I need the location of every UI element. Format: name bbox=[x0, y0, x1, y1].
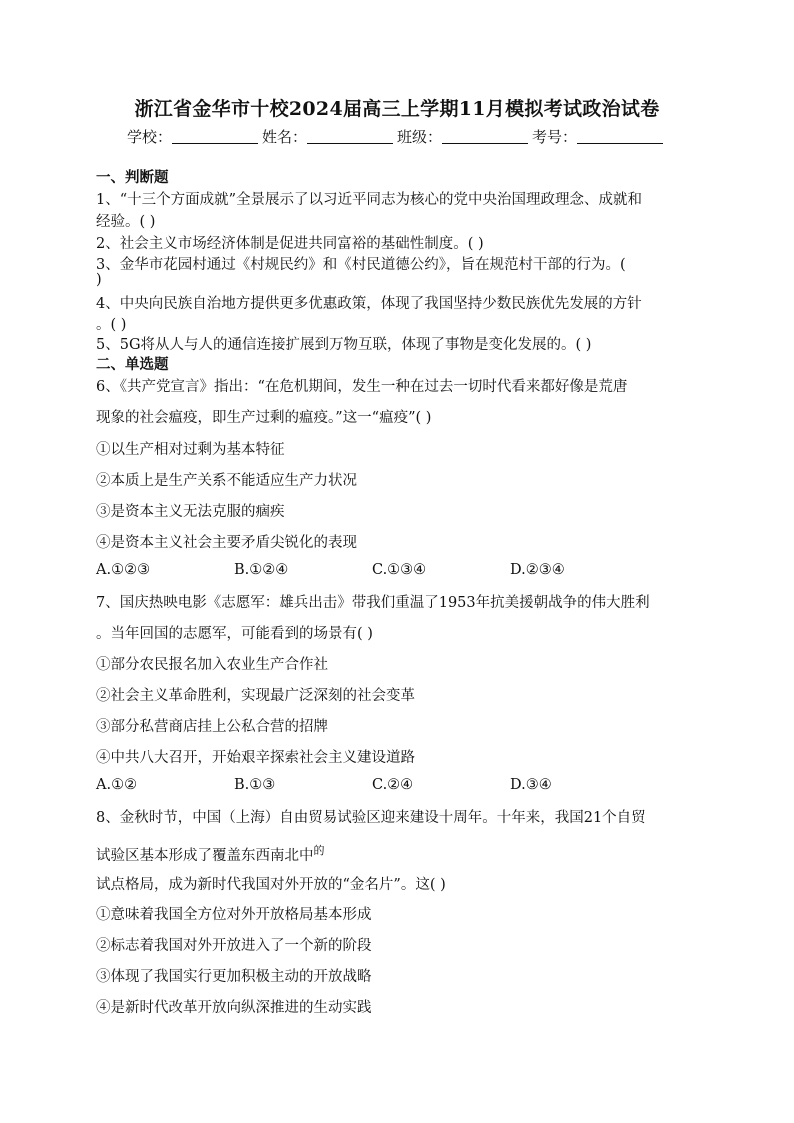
q6-option-c[interactable]: C.①③④ bbox=[372, 562, 427, 578]
q8-line-2-text: 试验区基本形成了覆盖东西南北中 bbox=[96, 848, 314, 864]
class-blank[interactable] bbox=[442, 128, 528, 144]
q6-option-a[interactable]: A.①②③ bbox=[96, 562, 151, 578]
q1-line-1: 1、“十三个方面成就”全景展示了以习近平同志为核心的党中央治国理政理念、成就和 bbox=[96, 192, 643, 208]
q7-item-3: ③部分私营商店挂上公私合营的招牌 bbox=[96, 719, 328, 735]
q8-line-1: 8、金秋时节，中国（上海）自由贸易试验区迎来建设十周年。十年来，我国21个自贸 bbox=[96, 810, 646, 826]
class-label: 班级： bbox=[397, 128, 443, 146]
q5-line: 5、5G将从人与人的通信连接扩展到万物互联，体现了事物是变化发展的。( ) bbox=[96, 337, 592, 353]
student-info-line bbox=[0, 126, 794, 147]
q1-line-2: 经验。( ) bbox=[96, 214, 156, 230]
q6-line-2: 现象的社会瘟疫，即生产过剩的瘟疫。”这一“瘟疫”( ) bbox=[96, 410, 432, 426]
q7-item-1: ①部分农民报名加入农业生产合作社 bbox=[96, 657, 328, 673]
q8-line-3: 试点格局，成为新时代我国对外开放的“金名片”。这( ) bbox=[96, 877, 446, 893]
q7-option-b[interactable]: B.①③ bbox=[234, 777, 276, 793]
school-label: 学校： bbox=[126, 128, 172, 146]
q7-item-2: ②社会主义革命胜利，实现最广泛深刻的社会变革 bbox=[96, 688, 415, 704]
q6-item-3: ③是资本主义无法克服的痼疾 bbox=[96, 504, 285, 520]
q3-line-2: ) bbox=[96, 272, 102, 288]
q6-item-4: ④是资本主义社会主要矛盾尖锐化的表现 bbox=[96, 535, 357, 551]
q3-line-1: 3、金华市花园村通过《村规民约》和《村民道德公约》，旨在规范村干部的行为。( bbox=[96, 257, 626, 273]
q7-line-2: 。当年回国的志愿军，可能看到的场景有( ) bbox=[96, 626, 373, 642]
q2-line: 2、社会主义市场经济体制是促进共同富裕的基础性制度。( ) bbox=[96, 236, 484, 252]
q8-line-2 bbox=[96, 842, 325, 865]
q7-option-c[interactable]: C.②④ bbox=[372, 777, 414, 793]
q7-option-a[interactable]: A.①② bbox=[96, 777, 138, 793]
q4-line-1: 4、中央向民族自治地方提供更多优惠政策，体现了我国坚持少数民族优先发展的方针 bbox=[96, 296, 642, 312]
q7-option-d[interactable]: D.③④ bbox=[510, 777, 552, 793]
q8-item-4: ④是新时代改革开放向纵深推进的生动实践 bbox=[96, 1000, 372, 1016]
q4-line-2: 。( ) bbox=[96, 317, 127, 333]
q8-item-1: ①意味着我国全方位对外开放格局基本形成 bbox=[96, 907, 372, 923]
q8-line-2-suffix: 的 bbox=[313, 844, 325, 857]
q7-item-4: ④中共八大召开，开始艰辛探索社会主义建设道路 bbox=[96, 750, 415, 766]
section-heading-judgment: 一、判断题 bbox=[96, 169, 169, 186]
q8-item-2: ②标志着我国对外开放进入了一个新的阶段 bbox=[96, 938, 372, 954]
name-blank[interactable] bbox=[307, 128, 393, 144]
exam-title: 浙江省金华市十校2024届高三上学期11月模拟考试政治试卷 bbox=[134, 98, 660, 120]
q7-line-1: 7、国庆热映电影《志愿军：雄兵出击》带我们重温了1953年抗美援朝战争的伟大胜利 bbox=[96, 595, 650, 611]
q6-option-d[interactable]: D.②③④ bbox=[510, 562, 565, 578]
name-label: 姓名： bbox=[261, 128, 307, 146]
exam-number-label: 考号： bbox=[532, 128, 578, 146]
school-blank[interactable] bbox=[172, 128, 258, 144]
q6-option-b[interactable]: B.①②④ bbox=[234, 562, 289, 578]
q6-item-2: ②本质上是生产关系不能适应生产力状况 bbox=[96, 473, 357, 489]
q6-item-1: ①以生产相对过剩为基本特征 bbox=[96, 442, 285, 458]
exam-number-blank[interactable] bbox=[577, 128, 663, 144]
q8-item-3: ③体现了我国实行更加积极主动的开放战略 bbox=[96, 969, 372, 985]
q6-line-1: 6、《共产党宣言》指出：“在危机期间，发生一种在过去一切时代看来都好像是荒唐 bbox=[96, 379, 628, 395]
section-heading-single-choice: 二、单选题 bbox=[96, 356, 169, 373]
